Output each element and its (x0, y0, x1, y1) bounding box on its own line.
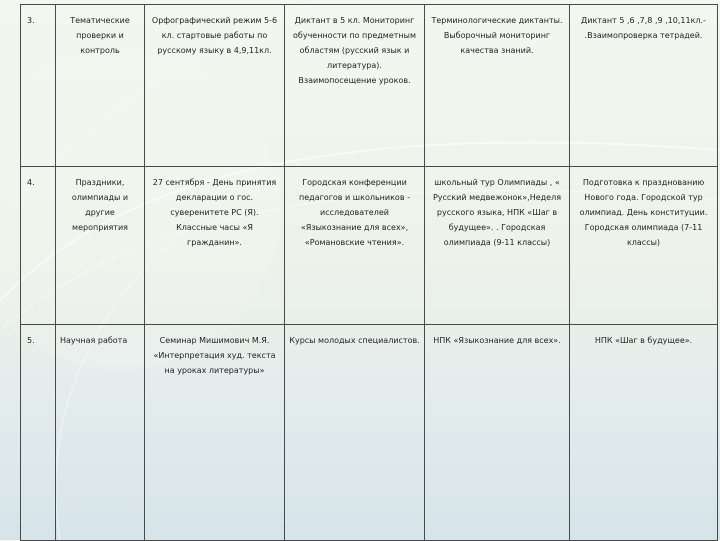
table-cell: Орфографический режим 5-6 кл. стартовые работы по русскому языку в 4,9,11кл. (145, 5, 285, 167)
plan-table (20, 4, 718, 541)
table-row (21, 167, 718, 325)
row-category: Тематические проверки и контроль (56, 5, 145, 167)
table-cell: школьный тур Олимпиады , « Русский медвежонок»,Неделя русского языка, НПК «Шаг в будущее». . Городская олимпиада (9-11 классы) (425, 167, 570, 325)
table-cell: Диктант 5 ,6 ,7,8 ,9 ,10,11кл.- .Взаимопроверка тетрадей. (570, 5, 718, 167)
table-cell: Семинар Мишимович М.Я. «Интерпретация худ. текста на уроках литературы» (145, 325, 285, 541)
row-number: 3. (21, 5, 56, 167)
table-cell: Городская конференции педагогов и школьников - исследователей «Языкознание для всех», «Романовские чтения». (285, 167, 425, 325)
table-cell: Терминологические диктанты. Выборочный мониторинг качества знаний. (425, 5, 570, 167)
table-row (21, 325, 718, 541)
table-cell: НПК «Шаг в будущее». (570, 325, 718, 541)
row-number: 4. (21, 167, 56, 325)
table-cell: 27 сентября - День принятия декларации о гос. суверенитете РС (Я). Классные часы «Я гражданин». (145, 167, 285, 325)
table-cell: Курсы молодых специалистов. (285, 325, 425, 541)
row-category: Праздники, олимпиады и другие мероприятия (56, 167, 145, 325)
table-cell: НПК «Языкознание для всех». (425, 325, 570, 541)
table-cell: Диктант в 5 кл. Мониторинг обученности по предметным областям (русский язык и литература). Взаимопосещение уроков. (285, 5, 425, 167)
row-category: Научная работа (56, 325, 145, 541)
table-row (21, 5, 718, 167)
table-cell: Подготовка к празднованию Нового года. Городской тур олимпиад. День конституции. Городская олимпиада (7-11 классы) (570, 167, 718, 325)
row-number: 5. (21, 325, 56, 541)
